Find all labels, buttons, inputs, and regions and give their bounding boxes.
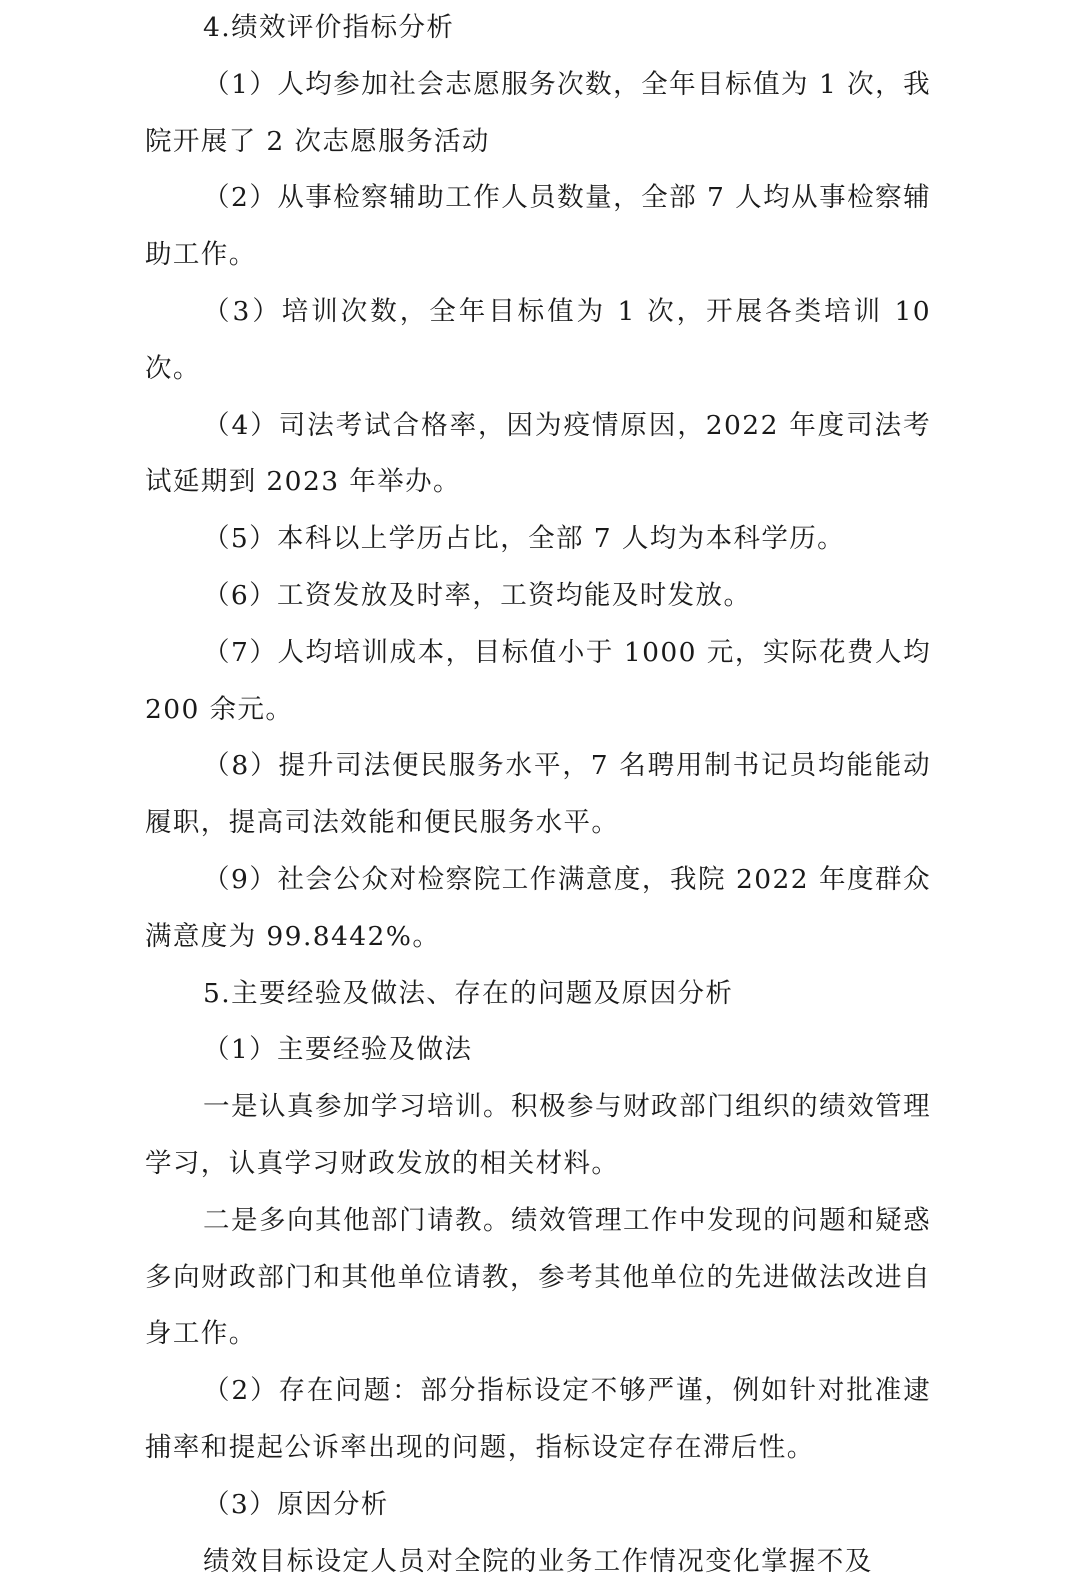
subheading-cause-analysis: （3）原因分析 xyxy=(203,1488,389,1520)
experience-item-training: 一是认真参加学习培训。积极参与财政部门组织的绩效管理学习，认真学习财政发放的相关材料。 xyxy=(145,1091,931,1179)
problems-paragraph: （2）存在问题：部分指标设定不够严谨，例如针对批准逮捕率和提起公诉率出现的问题，指标设定存在滞后性。 xyxy=(145,1375,931,1463)
indicator-auxiliary-staff: （2）从事检察辅助工作人员数量，全部 7 人均从事检察辅助工作。 xyxy=(145,182,931,271)
section-heading-performance-indicators: 4.绩效评价指标分析 xyxy=(203,12,455,43)
indicator-service-level: （8）提升司法便民服务水平，7 名聘用制书记员均能能动履职，提高司法效能和便民服务水平。 xyxy=(145,750,931,839)
indicator-training-cost: （7）人均培训成本，目标值小于 1000 元，实际花费人均 200 余元。 xyxy=(145,636,931,725)
cause-analysis-paragraph: 绩效目标设定人员对全院的业务工作情况变化掌握不及 xyxy=(203,1545,873,1577)
indicator-volunteer-service: （1）人均参加社会志愿服务次数，全年目标值为 1 次，我院开展了 2 次志愿服务活动 xyxy=(145,68,931,157)
subheading-main-experience: （1）主要经验及做法 xyxy=(203,1034,473,1066)
indicator-public-satisfaction: （9）社会公众对检察院工作满意度，我院 2022 年度群众满意度为 99.8442%。 xyxy=(145,863,931,952)
document-page xyxy=(145,0,931,1590)
section-heading-experience-problems: 5.主要经验及做法、存在的问题及原因分析 xyxy=(203,977,734,1009)
indicator-judicial-exam: （4）司法考试合格率，因为疫情原因，2022 年度司法考试延期到 2023 年举办。 xyxy=(145,409,931,498)
indicator-salary-timeliness: （6）工资发放及时率，工资均能及时发放。 xyxy=(203,579,752,611)
experience-item-consultation: 二是多向其他部门请教。绩效管理工作中发现的问题和疑惑多向财政部门和其他单位请教，参考其他单位的先进做法改进自身工作。 xyxy=(145,1204,931,1350)
indicator-bachelor-ratio: （5）本科以上学历占比，全部 7 人均为本科学历。 xyxy=(203,523,846,555)
indicator-training-count: （3）培训次数，全年目标值为 1 次，开展各类培训 10 次。 xyxy=(145,295,931,384)
